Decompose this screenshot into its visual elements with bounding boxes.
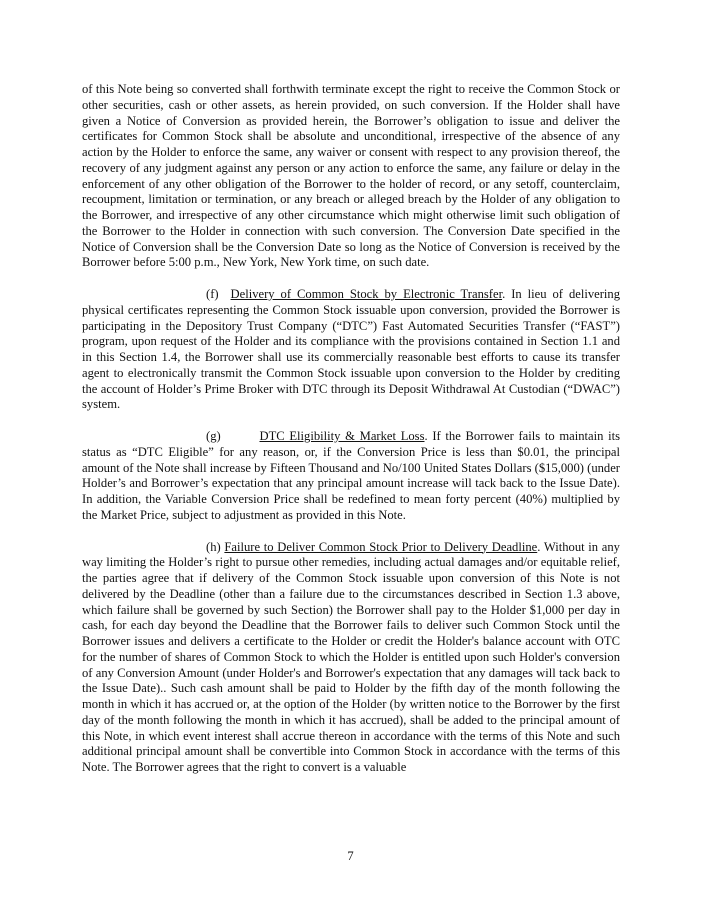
section-heading: DTC Eligibility & Market Loss: [259, 429, 425, 443]
continuation-paragraph: of this Note being so converted shall forthwith terminate except the right to receive the Common Stock or other securities, cash or other assets, as herein provided, on such conversion. If the Holder shall have given a Notice of Conversion as provided herein, the Borrower’s obligation to issue and deliver the certificates for Common Stock shall be absolute and unconditional, irrespective of the absence of any action by the Holder to enforce the same, any waiver or consent with respect to any provision thereof, the recovery of any judgment against any person or any action to enforce the same, any failure or delay in the enforcement of any other obligation of the Borrower to the holder of record, or any setoff, counterclaim, recoupment, limitation or termination, or any breach or alleged breach by the Holder of any obligation to the Borrower, and irrespective of any other circumstance which might otherwise limit such obligation of the Borrower to the Holder in connection with such conversion. The Conversion Date specified in the Notice of Conversion shall be the Conversion Date so long as the Notice of Conversion is received by the Borrower before 5:00 p.m., New York, New York time, on such date.: [82, 82, 620, 270]
section-body: . Without in any way limiting the Holder’s right to pursue other remedies, including actual damages and/or equitable relief, the parties agree that if delivery of the Common Stock issuable upon conversion of this Note is not delivered by the Deadline (other than a failure due to the circumstances described in Section 1.3 above, which failure shall be governed by such Section) the Borrower shall pay to the Holder $1,000 per day in cash, for each day beyond the Deadline that the Borrower fails to deliver such Common Stock until the Borrower issues and delivers a certificate to the Holder or credit the Holder's balance account with OTC for the number of shares of Common Stock to which the Holder is entitled upon such Holder's conversion of any Conversion Amount (under Holder's and Borrower's expectation that any damages will tack back to the Issue Date).. Such cash amount shall be paid to Holder by the fifth day of the month following the month in which it has accrued or, at the option of the Holder (by written notice to the Borrower by the first day of the month following the month in which it has accrued), shall be added to the principal amount of this Note, in which event interest shall accrue thereon in accordance with the terms of this Note and such additional principal amount shall be convertible into Common Stock in accordance with the terms of this Note. The Borrower agrees that the right to convert is a valuable: [82, 539, 620, 774]
section-h: [82, 540, 620, 776]
section-label: (f): [206, 287, 219, 301]
section-label: (g): [206, 429, 221, 443]
section-heading: Delivery of Common Stock by Electronic Transfer: [230, 287, 503, 301]
section-f: [82, 287, 620, 413]
section-body: . In lieu of delivering physical certificates representing the Common Stock issuable upon conversion, provided the Borrower is participating in the Depository Trust Company (“DTC”) Fast Automated Securities Transfer (“FAST”) program, upon request of the Holder and its compliance with the provisions contained in Section 1.1 and in this Section 1.4, the Borrower shall use its commercially reasonable best efforts to cause its transfer agent to electronically transmit the Common Stock issuable upon conversion to the Holder by crediting the account of Holder’s Prime Broker with DTC through its Deposit Withdrawal At Custodian (“DWAC”) system.: [82, 287, 621, 412]
section-body: . If the Borrower fails to maintain its status as “DTC Eligible” for any reason, or, if the Conversion Price is less than $0.01, the principal amount of the Note shall increase by Fifteen Thousand and No/100 United States Dollars ($15,000) (under Holder’s and Borrower’s expectation that any principal amount increase will tack back to the Issue Date). In addition, the Variable Conversion Price shall be redefined to mean forty percent (40%) multiplied by the Market Price, subject to adjustment as provided in this Note.: [82, 429, 620, 522]
section-g: [82, 429, 620, 524]
document-page: [82, 82, 620, 776]
section-heading: Failure to Deliver Common Stock Prior to Delivery Deadline: [224, 539, 538, 554]
page-number: 7: [347, 849, 354, 863]
section-label: (h): [206, 539, 221, 554]
